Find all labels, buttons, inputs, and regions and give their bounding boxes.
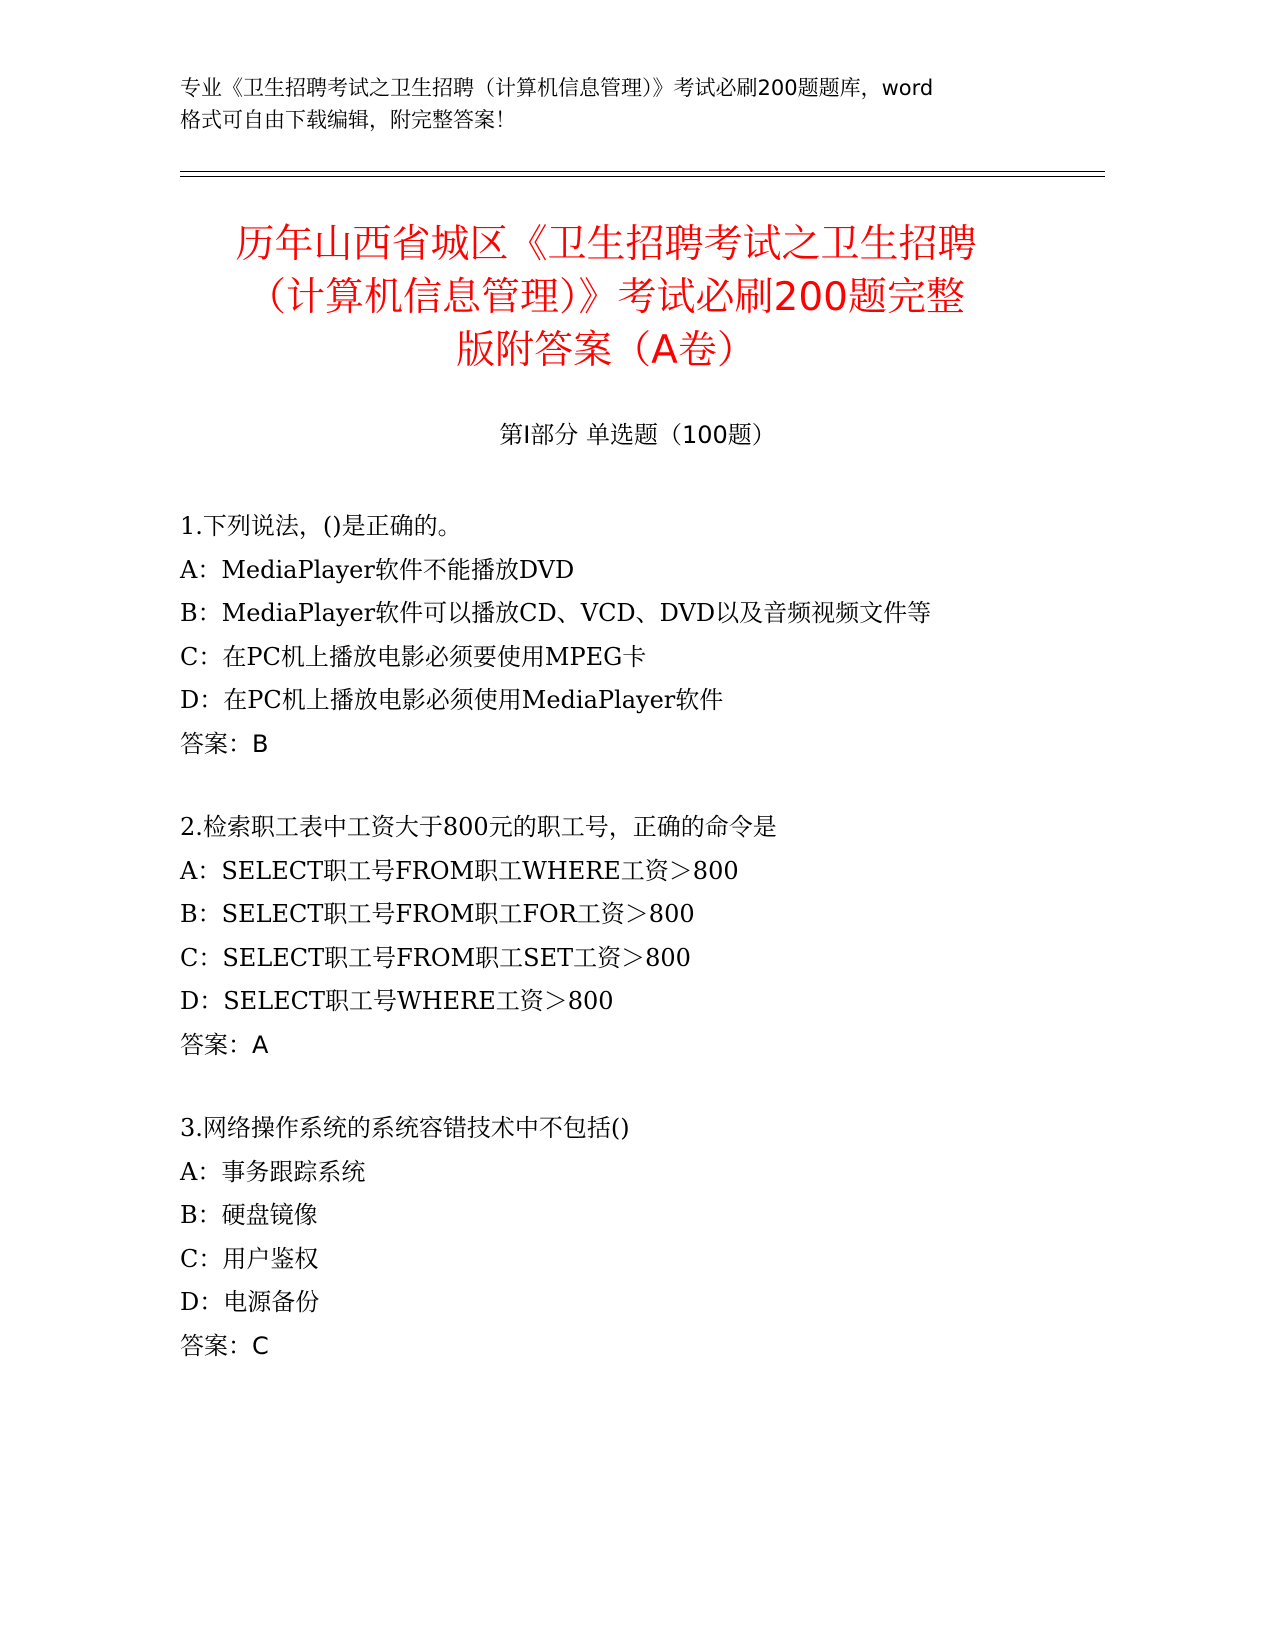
question-2	[180, 806, 1080, 1067]
option-b: B：MediaPlayer软件可以播放CD、VCD、DVD以及音频视频文件等	[180, 599, 932, 627]
title-line-2: （计算机信息管理）》考试必刷200题完整	[247, 275, 965, 320]
question-stem: 2.检索职工表中工资大于800元的职工号，正确的命令是	[180, 813, 777, 841]
answer: 答案：C	[180, 1331, 269, 1360]
option-a: A：SELECT职工号FROM职工WHERE工资＞800	[180, 856, 739, 885]
question-1	[180, 505, 1080, 766]
option-d: D：在PC机上播放电影必须使用MediaPlayer软件	[180, 686, 724, 714]
answer: 答案：A	[180, 1030, 269, 1059]
header-line-2: 格式可自由下载编辑，附完整答案！	[180, 108, 516, 132]
header-line-1: 专业《卫生招聘考试之卫生招聘（计算机信息管理）》考试必刷200题题库，word	[180, 76, 934, 100]
option-a: A：MediaPlayer软件不能播放DVD	[180, 555, 575, 584]
document-title	[175, 218, 1037, 377]
option-b: B：硬盘镜像	[180, 1201, 318, 1229]
option-a: A：事务跟踪系统	[180, 1157, 366, 1186]
document-header	[180, 72, 1060, 136]
option-b: B：SELECT职工号FROM职工FOR工资＞800	[180, 900, 695, 928]
question-stem: 3.网络操作系统的系统容错技术中不包括()	[180, 1114, 630, 1142]
question-3	[180, 1107, 1080, 1368]
question-stem: 1.下列说法，()是正确的。	[180, 512, 462, 540]
header-divider-bottom	[180, 176, 1105, 177]
header-divider-top	[180, 171, 1105, 172]
question-list	[180, 505, 1080, 1408]
option-c: C：在PC机上播放电影必须要使用MPEG卡	[180, 642, 647, 671]
answer: 答案：B	[180, 729, 269, 758]
option-c: C：SELECT职工号FROM职工SET工资＞800	[180, 943, 691, 972]
title-line-3: 版附答案（A卷）	[456, 328, 756, 373]
title-line-1: 历年山西省城区《卫生招聘考试之卫生招聘	[235, 222, 977, 267]
section-title: 第Ⅰ部分 单选题（100题）	[499, 421, 776, 449]
option-c: C：用户鉴权	[180, 1244, 319, 1273]
option-d: D：SELECT职工号WHERE工资＞800	[180, 987, 614, 1015]
option-d: D：电源备份	[180, 1288, 320, 1316]
